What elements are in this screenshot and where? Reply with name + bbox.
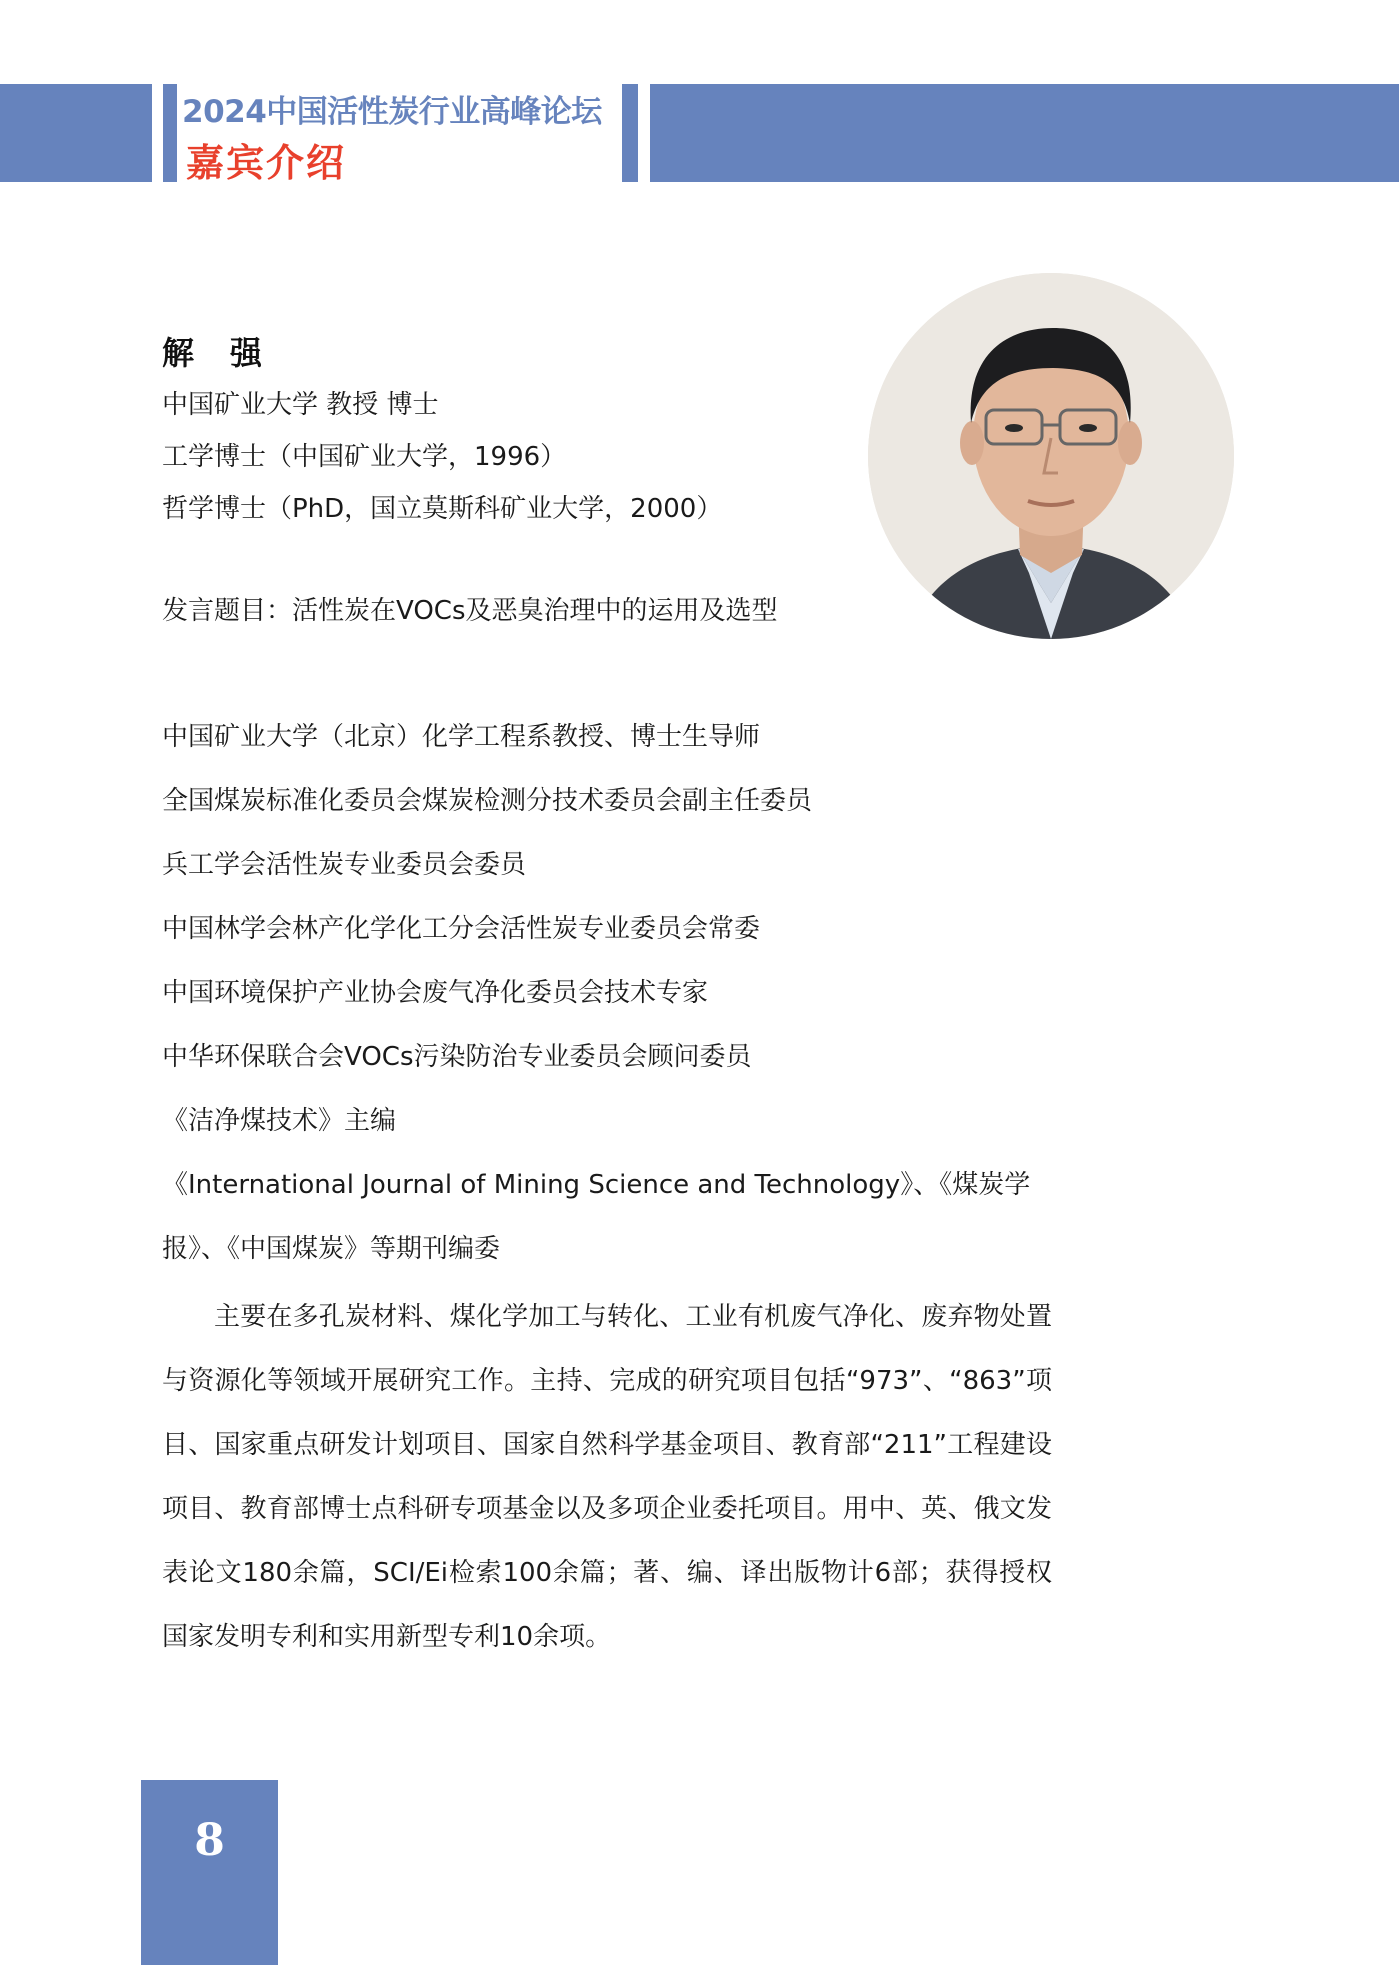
position-item: 中华环保联合会VOCs污染防治专业委员会顾问委员 [162,1042,752,1072]
page-number-box [141,1780,278,1965]
speech-topic: 发言题目：活性炭在VOCs及恶臭治理中的运用及选型 [162,596,778,626]
header-bar-stripe-right [622,84,638,182]
speaker-bio: 主要在多孔炭材料、煤化学加工与转化、工业有机废气净化、废弃物处置与资源化等领域开展研究工作。主持、完成的研究项目包括“973”、“863”项目、国家重点研发计划项目、国家自然科学基金项目、教育部“211”工程建设项目、教育部博士点科研专项基金以及多项企业委托项目。用中、英、俄文发表论文180余篇，SCI/Ei检索100余篇；著、编、译出版物计6部；获得授权国家发明专利和实用新型专利10余项。 [162,1302,1052,1652]
position-item: 《International Journal of Mining Science and Technology》、《煤炭学 [162,1170,1031,1200]
position-item: 中国矿业大学（北京）化学工程系教授、博士生导师 [162,722,761,752]
section-title: 嘉宾介绍 [186,141,347,185]
header-bar-left [0,84,152,182]
speaker-degree-1: 工学博士（中国矿业大学，1996） [162,442,567,472]
speaker-name: 解 强 [162,334,265,372]
position-item: 《洁净煤技术》主编 [162,1106,397,1136]
header-bar-right [650,84,1399,182]
speaker-degree-2: 哲学博士（PhD，国立莫斯科矿业大学，2000） [162,494,723,524]
position-item: 全国煤炭标准化委员会煤炭检测分技术委员会副主任委员 [162,786,813,816]
page-number: 8 [194,1815,225,1866]
speaker-affiliation: 中国矿业大学 教授 博士 [162,390,439,420]
position-item: 报》、《中国煤炭》等期刊编委 [162,1234,501,1264]
speaker-portrait [868,273,1234,639]
header-bar-stripe [163,84,177,182]
position-item: 中国林学会林产化学化工分会活性炭专业委员会常委 [162,914,761,944]
forum-title: 2024中国活性炭行业高峰论坛 [182,94,602,130]
position-item: 兵工学会活性炭专业委员会委员 [162,850,527,880]
portrait-illustration [868,273,1234,639]
position-item: 中国环境保护产业协会废气净化委员会技术专家 [162,978,709,1008]
